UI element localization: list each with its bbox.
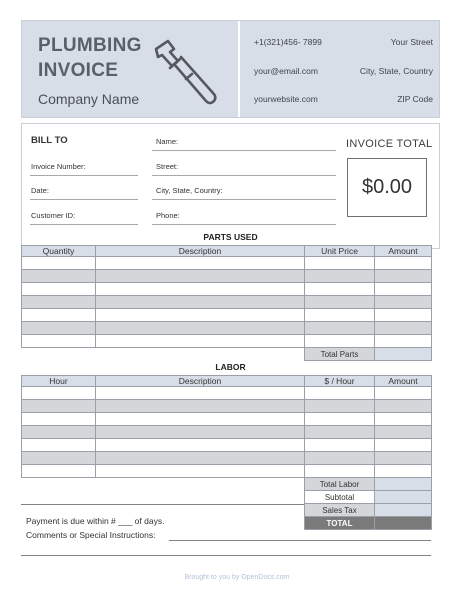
name-field[interactable] bbox=[152, 150, 336, 151]
header-brand-panel bbox=[22, 21, 238, 117]
total-parts-label: Total Parts bbox=[305, 348, 375, 361]
sales-tax-label: Sales Tax bbox=[305, 504, 375, 517]
cell[interactable] bbox=[96, 426, 305, 439]
cell[interactable] bbox=[22, 270, 96, 283]
title-line-1: PLUMBING bbox=[38, 35, 142, 56]
cell[interactable] bbox=[375, 322, 432, 335]
cell[interactable] bbox=[375, 387, 432, 400]
total-parts-value[interactable] bbox=[375, 348, 432, 361]
cell[interactable] bbox=[22, 465, 96, 478]
cell[interactable] bbox=[375, 270, 432, 283]
table-row bbox=[22, 465, 432, 478]
street-field[interactable] bbox=[152, 175, 336, 176]
payment-terms-text: Payment is due within # ___ of days. bbox=[26, 516, 165, 526]
total-labor-value[interactable] bbox=[375, 478, 432, 491]
cell[interactable] bbox=[305, 387, 375, 400]
cell[interactable] bbox=[22, 335, 96, 348]
parts-table bbox=[21, 245, 432, 361]
cell[interactable] bbox=[22, 309, 96, 322]
invoice-total-label: INVOICE TOTAL bbox=[346, 138, 433, 150]
cell[interactable] bbox=[305, 465, 375, 478]
invoice-number-field[interactable] bbox=[30, 175, 138, 176]
city-state-country-label: City, State, Country: bbox=[156, 186, 223, 195]
wrench-icon bbox=[150, 35, 222, 109]
company-name[interactable]: Company Name bbox=[38, 91, 140, 107]
name-label: Name: bbox=[156, 137, 179, 146]
cell[interactable] bbox=[22, 413, 96, 426]
comments-field-line-2[interactable] bbox=[21, 555, 431, 556]
labor-header-amount: Amount bbox=[375, 376, 432, 387]
bill-to-section bbox=[21, 123, 440, 249]
sales-tax-value[interactable] bbox=[375, 504, 432, 517]
table-row bbox=[22, 296, 432, 309]
table-row bbox=[22, 335, 432, 348]
cell[interactable] bbox=[96, 335, 305, 348]
table-row bbox=[22, 413, 432, 426]
cell[interactable] bbox=[96, 452, 305, 465]
email-text[interactable]: your@email.com bbox=[254, 66, 318, 76]
table-row bbox=[22, 387, 432, 400]
cell[interactable] bbox=[305, 296, 375, 309]
parts-header-description: Description bbox=[96, 246, 305, 257]
city-text[interactable]: City, State, Country bbox=[359, 66, 433, 76]
parts-header-quantity: Quantity bbox=[22, 246, 96, 257]
city-state-country-field[interactable] bbox=[152, 199, 336, 200]
street-label: Street: bbox=[156, 162, 179, 171]
cell[interactable] bbox=[96, 439, 305, 452]
invoice-number-label: Invoice Number: bbox=[31, 162, 86, 171]
cell[interactable] bbox=[22, 322, 96, 335]
subtotal-value[interactable] bbox=[375, 491, 432, 504]
cell[interactable] bbox=[305, 309, 375, 322]
table-row bbox=[22, 439, 432, 452]
date-label: Date: bbox=[31, 186, 49, 195]
cell[interactable] bbox=[305, 283, 375, 296]
cell[interactable] bbox=[305, 426, 375, 439]
cell[interactable] bbox=[22, 452, 96, 465]
cell[interactable] bbox=[96, 296, 305, 309]
cell[interactable] bbox=[22, 439, 96, 452]
phone-text[interactable]: +1(321)456- 7899 bbox=[254, 37, 322, 47]
cell[interactable] bbox=[375, 309, 432, 322]
cell[interactable] bbox=[96, 270, 305, 283]
cell[interactable] bbox=[22, 426, 96, 439]
cell[interactable] bbox=[96, 387, 305, 400]
cell[interactable] bbox=[96, 322, 305, 335]
cell[interactable] bbox=[375, 257, 432, 270]
cell[interactable] bbox=[375, 335, 432, 348]
cell[interactable] bbox=[375, 452, 432, 465]
invoice-total-value: $0.00 bbox=[347, 158, 427, 217]
table-row bbox=[22, 452, 432, 465]
table-row bbox=[22, 322, 432, 335]
grand-total-value bbox=[375, 517, 432, 530]
cell[interactable] bbox=[96, 413, 305, 426]
labor-header-hour: Hour bbox=[22, 376, 96, 387]
cell[interactable] bbox=[22, 387, 96, 400]
customer-id-label: Customer ID: bbox=[31, 211, 76, 220]
date-field[interactable] bbox=[30, 199, 138, 200]
cell[interactable] bbox=[96, 400, 305, 413]
cell[interactable] bbox=[305, 257, 375, 270]
table-row bbox=[22, 400, 432, 413]
customer-id-field[interactable] bbox=[30, 224, 138, 225]
comments-field[interactable] bbox=[169, 540, 431, 541]
table-row bbox=[22, 426, 432, 439]
table-row bbox=[22, 270, 432, 283]
total-labor-label: Total Labor bbox=[305, 478, 375, 491]
table-row bbox=[22, 257, 432, 270]
title-line-2: INVOICE bbox=[38, 60, 119, 81]
grand-total-label: TOTAL bbox=[305, 517, 375, 530]
cell[interactable] bbox=[305, 400, 375, 413]
cell[interactable] bbox=[305, 452, 375, 465]
cell[interactable] bbox=[22, 257, 96, 270]
labor-header-description: Description bbox=[96, 376, 305, 387]
website-text[interactable]: yourwebsite.com bbox=[254, 94, 318, 104]
cell[interactable] bbox=[375, 296, 432, 309]
parts-header-amount: Amount bbox=[375, 246, 432, 257]
phone-field[interactable] bbox=[152, 224, 336, 225]
divider-line bbox=[21, 504, 304, 505]
bill-to-heading: BILL TO bbox=[31, 135, 68, 146]
labor-header-rate: $ / Hour bbox=[305, 376, 375, 387]
cell[interactable] bbox=[375, 426, 432, 439]
cell[interactable] bbox=[96, 257, 305, 270]
cell[interactable] bbox=[305, 439, 375, 452]
invoice-page bbox=[21, 20, 440, 560]
street-text[interactable]: Your Street bbox=[390, 37, 433, 47]
cell[interactable] bbox=[375, 283, 432, 296]
cell[interactable] bbox=[375, 439, 432, 452]
header-contact-panel bbox=[238, 21, 439, 117]
cell[interactable] bbox=[305, 322, 375, 335]
cell[interactable] bbox=[22, 283, 96, 296]
cell[interactable] bbox=[375, 413, 432, 426]
cell[interactable] bbox=[96, 309, 305, 322]
labor-table bbox=[21, 375, 432, 530]
cell[interactable] bbox=[305, 270, 375, 283]
cell[interactable] bbox=[375, 465, 432, 478]
invoice-header bbox=[21, 20, 440, 118]
cell[interactable] bbox=[305, 413, 375, 426]
comments-label: Comments or Special Instructions: bbox=[26, 530, 156, 540]
cell[interactable] bbox=[96, 283, 305, 296]
invoice-title bbox=[38, 33, 142, 83]
parts-used-title: PARTS USED bbox=[203, 232, 258, 242]
table-row bbox=[22, 283, 432, 296]
footer-credit[interactable]: Brought to you by OpenDocs.com bbox=[184, 574, 290, 581]
zip-text[interactable]: ZIP Code bbox=[397, 94, 433, 104]
labor-title: LABOR bbox=[215, 362, 246, 372]
cell[interactable] bbox=[96, 465, 305, 478]
cell[interactable] bbox=[375, 400, 432, 413]
cell[interactable] bbox=[22, 296, 96, 309]
cell[interactable] bbox=[22, 400, 96, 413]
subtotal-label: Subtotal bbox=[305, 491, 375, 504]
phone-label: Phone: bbox=[156, 211, 180, 220]
table-row bbox=[22, 309, 432, 322]
cell[interactable] bbox=[305, 335, 375, 348]
parts-header-unit-price: Unit Price bbox=[305, 246, 375, 257]
